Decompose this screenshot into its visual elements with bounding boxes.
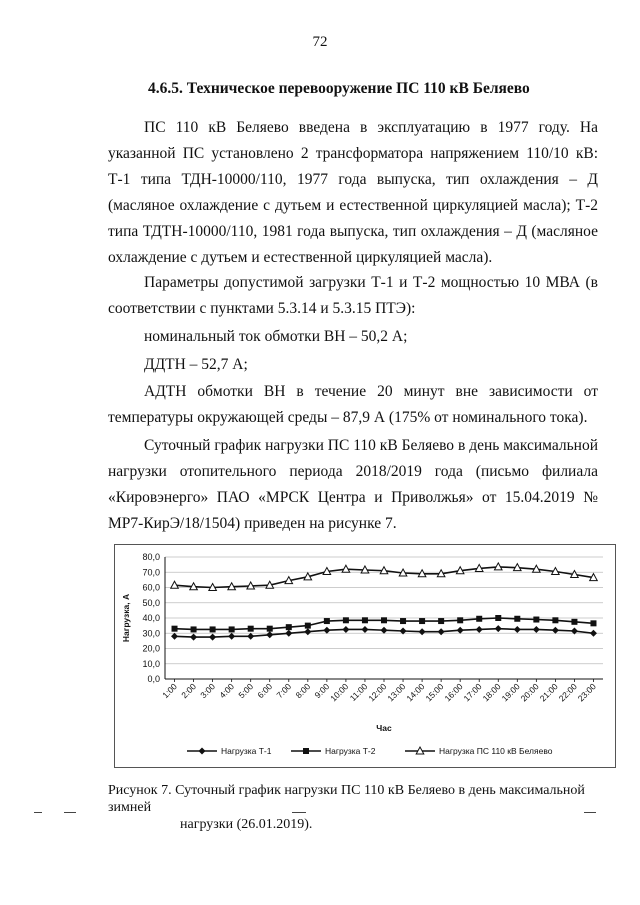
data-point-series-2: [248, 626, 254, 632]
data-point-series-1: [533, 626, 540, 633]
x-tick-label: 8:00: [293, 681, 313, 701]
legend-marker: [303, 748, 309, 754]
data-point-series-1: [361, 626, 368, 633]
load-chart: [114, 544, 616, 768]
caption-line-2: нагрузки (26.01.2019).: [180, 817, 313, 832]
y-tick-label: 70,0: [142, 567, 160, 578]
x-tick-label: 4:00: [217, 681, 237, 701]
data-point-series-1: [171, 633, 178, 640]
data-point-series-1: [323, 627, 330, 634]
data-point-series-1: [476, 626, 483, 633]
x-tick-label: 22:00: [556, 681, 579, 704]
x-tick-label: 12:00: [366, 681, 389, 704]
data-point-series-1: [419, 628, 426, 635]
x-tick-label: 16:00: [442, 681, 465, 704]
legend-marker: [199, 748, 206, 755]
y-tick-label: 20,0: [142, 643, 160, 654]
data-point-series-1: [438, 628, 445, 635]
paragraph-text: АДТН обмотки ВН в течение 20 минут вне зависимости от температуры окружающей среды – 87,9 А (175% от номинального тока).: [108, 383, 598, 426]
data-point-series-1: [552, 627, 559, 634]
data-point-series-2: [286, 624, 292, 630]
x-tick-label: 6:00: [255, 681, 275, 701]
data-point-series-1: [209, 634, 216, 641]
x-tick-label: 7:00: [274, 681, 294, 701]
data-point-series-2: [267, 626, 273, 632]
x-tick-label: 15:00: [423, 681, 446, 704]
data-point-series-2: [381, 617, 387, 623]
data-point-series-1: [266, 631, 273, 638]
scan-mark: [34, 812, 42, 813]
data-point-series-2: [324, 618, 330, 624]
x-tick-label: 3:00: [198, 681, 218, 701]
data-point-series-2: [438, 618, 444, 624]
data-point-series-2: [514, 616, 520, 622]
data-point-series-1: [514, 626, 521, 633]
x-tick-label: 23:00: [575, 681, 598, 704]
data-point-series-2: [571, 619, 577, 625]
data-point-series-2: [210, 626, 216, 632]
paragraph-text: Параметры допустимой загрузки Т-1 и Т-2 мощностью 10 МВА (в соответствии с пунктами 5.3.14 и 5.3.15 ПТЭ):: [108, 274, 598, 317]
paragraph-ddtn: [108, 352, 598, 378]
load-chart-svg: [115, 545, 615, 767]
paragraph-text: ДДТН – 52,7 А;: [144, 356, 248, 373]
data-point-series-1: [285, 630, 292, 637]
data-point-series-2: [476, 616, 482, 622]
paragraph-daily-schedule: [108, 433, 598, 537]
x-tick-label: 13:00: [385, 681, 408, 704]
x-tick-label: 11:00: [347, 681, 370, 704]
x-tick-label: 14:00: [404, 681, 427, 704]
data-point-series-1: [457, 627, 464, 634]
y-tick-label: 50,0: [142, 597, 160, 608]
scan-mark: [64, 812, 76, 813]
scan-mark: [584, 812, 596, 813]
data-point-series-1: [190, 634, 197, 641]
paragraph-text: номинальный ток обмотки ВН – 50,2 А;: [144, 328, 408, 345]
legend-label: Нагрузка Т-1: [221, 746, 272, 756]
data-point-series-1: [495, 625, 502, 632]
y-tick-label: 0,0: [147, 674, 160, 684]
paragraph-text: Суточный график нагрузки ПС 110 кВ Беляево в день максимальной нагрузки отопительного периода 2018/2019 года (письмо филиала «Кировэнерго» ПАО «МРСК Центра и Приволжья» от 15.04.2019 № МР7-КирЭ/18/1504) приведен на рисунке 7.: [108, 437, 598, 532]
scan-mark: [292, 812, 306, 813]
x-tick-label: 21:00: [537, 681, 560, 704]
legend-label: Нагрузка Т-2: [325, 746, 376, 756]
data-point-series-2: [172, 626, 178, 632]
data-point-series-2: [400, 618, 406, 624]
y-tick-label: 60,0: [142, 582, 160, 593]
paragraph-adtn: [108, 379, 598, 431]
data-point-series-2: [533, 617, 539, 623]
data-point-series-2: [457, 617, 463, 623]
x-tick-label: 18:00: [480, 681, 503, 704]
x-tick-label: 10:00: [328, 681, 351, 704]
page-number: 72: [312, 34, 328, 50]
data-point-series-2: [552, 617, 558, 623]
caption-line-1: Рисунок 7. Суточный график нагрузки ПС 110 кВ Беляево в день максимальной зимней: [108, 783, 585, 815]
paragraph-substation: [108, 115, 598, 271]
data-point-series-2: [362, 617, 368, 623]
section-heading: 4.6.5. Техническое перевооружение ПС 110 кВ Беляево: [148, 80, 530, 97]
x-tick-label: 1:00: [160, 681, 179, 701]
y-axis-title: Нагрузка, А: [121, 593, 131, 643]
y-tick-label: 40,0: [142, 613, 160, 623]
data-point-series-1: [247, 633, 254, 640]
data-point-series-1: [590, 630, 597, 637]
data-point-series-2: [419, 618, 425, 624]
x-tick-label: 19:00: [499, 681, 522, 704]
legend-label: Нагрузка ПС 110 кВ Беляево: [439, 746, 553, 756]
paragraph-load-params: [108, 270, 598, 322]
data-point-series-2: [229, 626, 235, 632]
y-tick-label: 10,0: [142, 658, 160, 669]
data-point-series-1: [304, 628, 311, 635]
data-point-series-2: [590, 620, 596, 626]
x-tick-label: 9:00: [312, 681, 332, 701]
data-point-series-2: [343, 617, 349, 623]
data-point-series-1: [381, 627, 388, 634]
y-tick-label: 80,0: [142, 552, 160, 562]
data-point-series-2: [191, 626, 197, 632]
x-tick-label: 20:00: [518, 681, 541, 704]
x-axis-title: Час: [376, 723, 392, 733]
data-point-series-1: [228, 633, 235, 640]
x-tick-label: 5:00: [236, 681, 256, 701]
paragraph-text: ПС 110 кВ Беляево введена в эксплуатацию в 1977 году. На указанной ПС установлено 2 трансформатора напряжением 110/10 кВ: Т-1 типа ТДН-10000/110, 1977 года выпуска, тип охлаждения – Д (масляное охлаждение с дутьем и естественной циркуляцией масла); Т-2 типа ТДТН-10000/110, 1981 года выпуска, тип охлаждения – Д (масляное охлаждение с дутьем и естественной циркуляцией масла).: [108, 119, 598, 266]
data-point-series-2: [305, 623, 311, 629]
data-point-series-2: [495, 615, 501, 621]
y-tick-label: 30,0: [142, 628, 160, 639]
data-point-series-1: [342, 626, 349, 633]
x-tick-label: 17:00: [461, 681, 484, 704]
x-tick-label: 2:00: [179, 681, 198, 701]
figure-caption: [108, 782, 608, 833]
paragraph-nominal-current: [108, 324, 598, 350]
